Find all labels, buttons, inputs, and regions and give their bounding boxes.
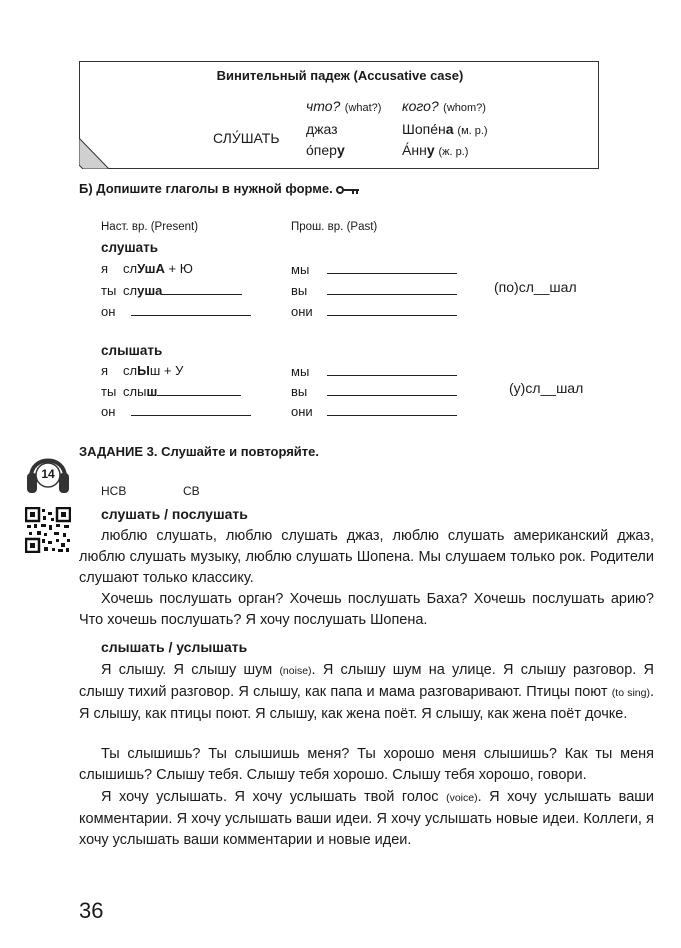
g2-hint: (у)сл__шал [509,380,584,396]
blank-line[interactable] [327,261,457,274]
accusative-verb: СЛУ́ШАТЬ [213,130,280,146]
g1-past-my: мы [291,261,457,277]
paragraph-3: Я слышу. Я слышу шум (noise). Я слышу шум на улице. Я слышу разговор. Я слышу тихий разговор. Я слышу, как папа и мама разговаривают. Птицы поют (to sing). Я слышу, как птицы поют. Я слышу, как жена поёт. Я слышу, как жена поёт дочке. [79,662,655,722]
blank-line[interactable] [131,303,251,316]
whom-question: кого? (whom?) [402,98,486,114]
g1-row-ya: я слУшА + Ю [101,261,193,276]
g2-past-oni: они [291,403,457,419]
whom-item-2: А́нну (ж. р.) [402,142,469,158]
g2-row-ya: я слЫш + У [101,363,184,378]
audio-track-number: 14 [41,467,55,481]
past-header: Прош. вр. (Past) [291,221,378,233]
what-item-1: джаз [306,121,338,137]
accusative-box-title: Винительный падеж (Accusative case) [216,68,464,83]
key-icon [336,185,360,195]
qr-code[interactable] [25,507,71,553]
task3-heading: ЗАДАНИЕ 3. Слушайте и повторяйте. [79,444,320,459]
verb-slushat: слушать [101,240,159,255]
blank-line[interactable] [157,383,241,396]
verb-pair-2: слышать / услышать [101,639,248,655]
blank-line[interactable] [327,403,457,416]
label-nsv: НСВ [101,484,127,498]
label-sv: СВ [183,484,200,498]
g1-past-vy: вы [291,282,457,298]
present-header: Наст. вр. (Present) [101,221,199,233]
page-number: 36 [79,898,104,923]
g1-hint: (по)сл__шал [494,279,577,295]
g2-row-on: он [101,403,251,419]
paragraph-4: Ты слышишь? Ты слышишь меня? Ты хорошо меня слышишь? Как ты меня слышишь? Слышу тебя. Слышу тебя хорошо. Слышу тебя хорошо, говори. [79,746,654,783]
verb-slyshat: слышать [101,343,163,358]
page-fold-corner [79,138,109,169]
blank-line[interactable] [327,282,457,295]
verb-pair-1: слушать / послушать [101,506,248,522]
what-item-2: о́перу [306,142,345,158]
whom-item-1: Шопе́на (м. р.) [402,121,488,137]
accusative-case-box [79,61,599,169]
exercise-b-heading: Б) Допишите глаголы в нужной форме. [79,181,360,196]
blank-line[interactable] [131,403,251,416]
paragraph-5: Я хочу услышать. Я хочу услышать твой голос (voice). Я хочу услышать ваши комментарии. Я хочу услышать ваши идеи. Я хочу услышать новые идеи. Коллеги, я хочу услышать ваши комментарии и новые идеи. [79,789,655,848]
what-question: что? (what?) [306,98,382,114]
blank-line[interactable] [327,363,457,376]
blank-line[interactable] [162,282,242,295]
g2-row-ty: ты слыш [101,383,241,399]
g1-past-oni: они [291,303,457,319]
g1-row-ty: ты слуша [101,282,242,298]
g2-past-vy: вы [291,383,457,399]
g2-past-my: мы [291,363,457,379]
blank-line[interactable] [327,383,457,396]
g1-row-on: он [101,303,251,319]
paragraph-1: люблю слушать, люблю слушать джаз, люблю слушать американский джаз, люблю слушать музыку, люблю слушать Шопена. Мы слушаем только рок. Родители слушают только классику. [79,528,654,586]
blank-line[interactable] [327,303,457,316]
paragraph-2: Хочешь послушать орган? Хочешь послушать Баха? Хочешь послушать арию? Что хочешь послушать? Я хочу послушать Шопена. [79,591,654,628]
